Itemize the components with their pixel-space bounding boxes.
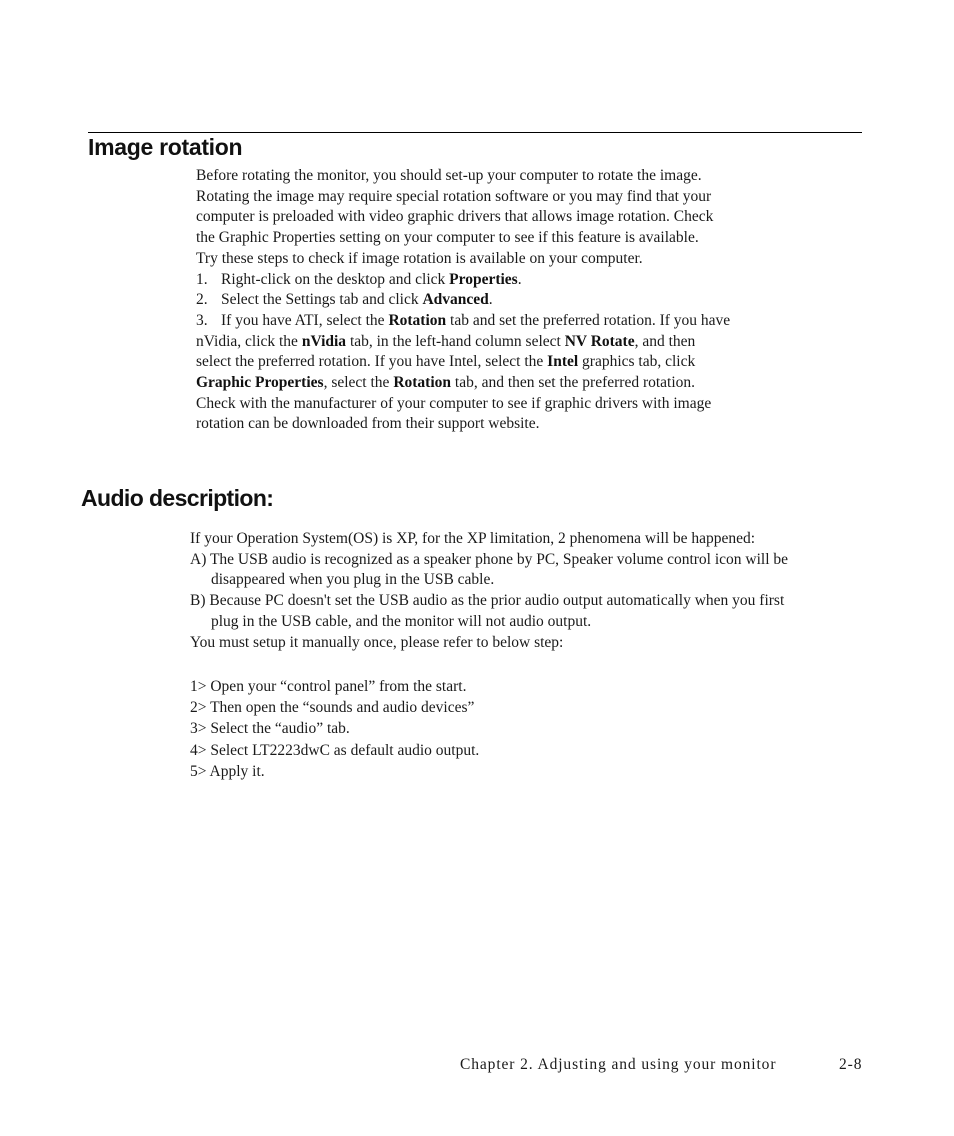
audio-phenomenon-a-cont: disappeared when you plug in the USB cable.	[211, 571, 495, 589]
step-bold-term: Properties	[449, 270, 518, 288]
step-bold-term: Intel	[547, 353, 579, 371]
step-text: tab, and then set the preferred rotation.	[451, 374, 696, 392]
audio-intro-block	[190, 529, 788, 653]
image-rotation-heading: Image rotation	[88, 134, 243, 160]
step-text: select the preferred rotation. If you have Intel, select the	[196, 353, 548, 371]
footer-page-number: 2-8	[839, 1056, 863, 1073]
rotation-intro-line: Rotating the image may require special rotation software or you may find that your	[196, 187, 712, 205]
step-number: 1.	[196, 270, 208, 288]
step-text: , and then	[634, 332, 696, 350]
rotation-step-3-line-6: rotation can be downloaded from their support website.	[196, 415, 540, 433]
step-text: nVidia, click the	[196, 332, 302, 350]
audio-step: 4> Select LT2223dwC as default audio output.	[190, 741, 480, 759]
audio-step: 2> Then open the “sounds and audio devices”	[190, 699, 475, 717]
step-text: graphics tab, click	[578, 353, 696, 371]
step-text: tab, in the left-hand column select	[346, 332, 565, 350]
audio-intro-line: If your Operation System(OS) is XP, for the XP limitation, 2 phenomena will be happened:	[190, 530, 756, 547]
step-text: If you have ATI, select the	[221, 311, 389, 329]
rotation-intro-line: the Graphic Properties setting on your computer to see if this feature is available.	[196, 229, 699, 247]
footer-chapter-title: Chapter 2. Adjusting and using your monitor	[460, 1056, 777, 1073]
rotation-step-3-line-2	[196, 332, 730, 353]
step-text: Right-click on the desktop and click	[221, 270, 450, 288]
step-number: 3.	[196, 311, 208, 329]
audio-phenomenon-b-cont: plug in the USB cable, and the monitor will not audio output.	[211, 612, 592, 630]
audio-description-heading: Audio description:	[81, 485, 274, 511]
rotation-step-3-line-1	[196, 311, 730, 332]
audio-step: 3> Select the “audio” tab.	[190, 720, 350, 738]
rotation-step-3-line-5: Check with the manufacturer of your computer to see if graphic drivers with image	[196, 394, 712, 412]
audio-phenomenon-b: B) Because PC doesn't set the USB audio as the prior audio output automatically when you first	[190, 592, 785, 610]
audio-step: 1> Open your “control panel” from the start.	[190, 678, 467, 695]
rotation-intro-line: Before rotating the monitor, you should set-up your computer to rotate the image.	[196, 167, 702, 184]
rotation-intro-line: Try these steps to check if image rotation is available on your computer.	[196, 249, 643, 267]
step-text: tab and set the preferred rotation. If you have	[446, 311, 731, 329]
step-bold-term: Advanced	[422, 291, 489, 309]
audio-phenomenon-a: A) The USB audio is recognized as a speaker phone by PC, Speaker volume control icon will be	[190, 550, 789, 568]
image-rotation-body	[196, 166, 730, 435]
rotation-intro-line: computer is preloaded with video graphic drivers that allows image rotation. Check	[196, 208, 714, 226]
audio-steps-list	[190, 676, 479, 782]
step-bold-term: Rotation	[388, 311, 447, 329]
audio-manual-note: You must setup it manually once, please refer to below step:	[190, 633, 564, 651]
rotation-step-1	[196, 270, 730, 291]
step-text: , select the	[323, 374, 394, 392]
step-bold-term: Rotation	[393, 374, 452, 392]
rotation-step-3-line-3	[196, 352, 730, 373]
step-number: 2.	[196, 291, 208, 309]
step-bold-term: Graphic Properties	[196, 374, 324, 392]
step-bold-term: NV Rotate	[564, 332, 635, 350]
step-bold-term: nVidia	[301, 332, 347, 350]
step-text-end: .	[517, 270, 522, 288]
step-text: Select the Settings tab and click	[221, 291, 423, 309]
audio-step: 5> Apply it.	[190, 762, 265, 780]
rotation-step-3-line-4	[196, 373, 730, 394]
rotation-step-2	[196, 290, 730, 311]
step-text-end: .	[488, 291, 493, 309]
